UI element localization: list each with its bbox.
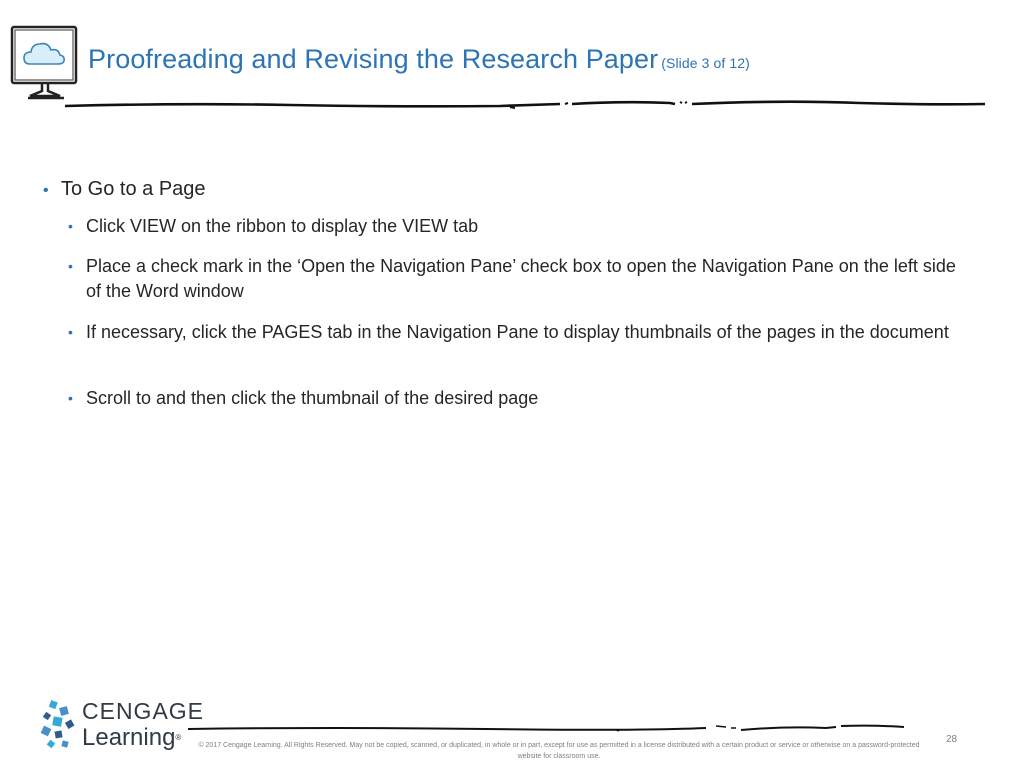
list-item-text: Scroll to and then click the thumbnail of the desired page (86, 388, 539, 408)
list-item (68, 214, 968, 239)
list-item (68, 320, 968, 345)
page-number: 28 (946, 734, 958, 745)
cengage-wordmark: CENGAGE (82, 698, 205, 724)
footer-underline (186, 718, 906, 736)
bullet-heading (43, 175, 206, 205)
list-item (68, 386, 968, 411)
bullet-dot-icon: • (68, 218, 73, 234)
learning-wordmark-text: Learning (82, 724, 176, 751)
list-item (68, 254, 968, 304)
list-item-text: If necessary, click the PAGES tab in the Navigation Pane to display thumbnails of the pages in the document (86, 322, 949, 342)
slide-title-subtitle: (Slide 3 of 12) (661, 55, 750, 71)
list-item-text: Place a check mark in the ‘Open the Navigation Pane’ check box to open the Navigation Pane on the left side of the Word window (86, 256, 956, 301)
bullet-dot-icon: • (68, 258, 73, 274)
bullet-dot-icon: • (43, 182, 49, 199)
bullet-dot-icon: • (68, 390, 73, 406)
copyright-notice: © 2017 Cengage Learning. All Rights Reserved. May not be copied, scanned, or duplicated, in whole or in part, except for use as permitted in a license distributed with a certain product or service or otherwise on a password-protected website for classroom use. (198, 742, 920, 760)
learning-wordmark (82, 724, 181, 752)
cengage-learning-logo (40, 697, 205, 755)
bullet-dot-icon: • (68, 324, 73, 340)
list-item-text: Click VIEW on the ribbon to display the VIEW tab (86, 216, 479, 236)
cengage-mark-icon (40, 699, 80, 755)
slide-title-text: Proofreading and Revising the Research Paper (88, 44, 659, 74)
registered-mark: ® (175, 733, 182, 742)
bullet-heading-text: To Go to a Page (61, 178, 206, 200)
